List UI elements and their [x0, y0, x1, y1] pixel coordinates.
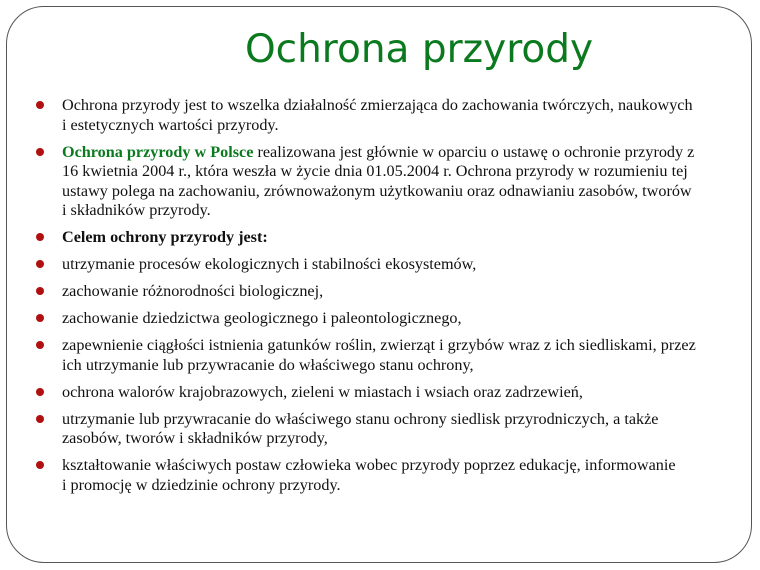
bullet-icon: [36, 260, 44, 268]
text-line: ich utrzymanie lub przywracanie do właściwego stanu ochrony,: [62, 355, 474, 374]
text-segment: realizowana jest głównie w oparciu o ustawę o ochronie przyrody z: [253, 142, 695, 161]
list-item: [7, 255, 747, 275]
bullet-icon: [36, 148, 44, 156]
bullet-icon: [36, 388, 44, 396]
list-item: [7, 456, 747, 495]
text-line: ochrona walorów krajobrazowych, zieleni w miastach i wsiach oraz zadrzewień,: [62, 382, 583, 401]
text-line: i składników przyrody.: [62, 201, 211, 219]
list-item: [7, 282, 747, 302]
text-line: Ochrona przyrody jest to wszelka działalność zmierzająca do zachowania twórczych, naukowych: [62, 96, 693, 114]
bullet-icon: [36, 101, 44, 109]
slide: [6, 6, 752, 563]
list-item: [7, 96, 747, 135]
text-line: i promocję w dziedzinie ochrony przyrody.: [62, 475, 341, 494]
text-line: zachowanie różnorodności biologicznej,: [62, 282, 324, 300]
bullet-icon: [36, 415, 44, 423]
text-line: utrzymanie lub przywracanie do właściwego stanu ochrony siedlisk przyrodniczych, a także: [62, 409, 659, 428]
text-line: ustawy polega na zachowaniu, zrównoważonym użytkowaniu oraz odnawianiu zasobów, tworów: [62, 181, 692, 200]
text-line: 16 kwietnia 2004 r., która weszła w życie dnia 01.05.2004 r. Ochrona przyrody w rozumieniu tej: [62, 162, 688, 180]
text-line: Celem ochrony przyrody jest:: [62, 228, 268, 246]
bullet-icon: [36, 314, 44, 322]
bullet-icon: [36, 461, 44, 469]
bullet-list: [7, 96, 747, 503]
list-item: [7, 143, 747, 221]
list-item: [7, 383, 747, 403]
text-line: i estetycznych wartości przyrody.: [62, 115, 279, 134]
text-line: zasobów, tworów i składników przyrody,: [62, 429, 328, 447]
text-line: kształtowanie właściwych postaw człowieka wobec przyrody poprzez edukację, informowanie: [62, 456, 676, 474]
bullet-icon: [36, 287, 44, 295]
list-item: [7, 336, 747, 375]
highlighted-phrase: Ochrona przyrody w Polsce: [62, 142, 254, 161]
bullet-icon: [36, 341, 44, 349]
text-line: utrzymanie procesów ekologicznych i stabilności ekosystemów,: [62, 255, 477, 273]
text-line: zapewnienie ciągłości istnienia gatunków roślin, zwierząt i grzybów wraz z ich siedliskami, przez: [62, 336, 696, 354]
list-item: [7, 228, 747, 248]
text-line: [62, 143, 747, 163]
bullet-icon: [36, 233, 44, 241]
list-item: [7, 410, 747, 449]
list-item: [7, 309, 747, 329]
slide-title: Ochrona przyrody: [244, 27, 594, 72]
text-line: zachowanie dziedzictwa geologicznego i paleontologicznego,: [62, 309, 462, 327]
